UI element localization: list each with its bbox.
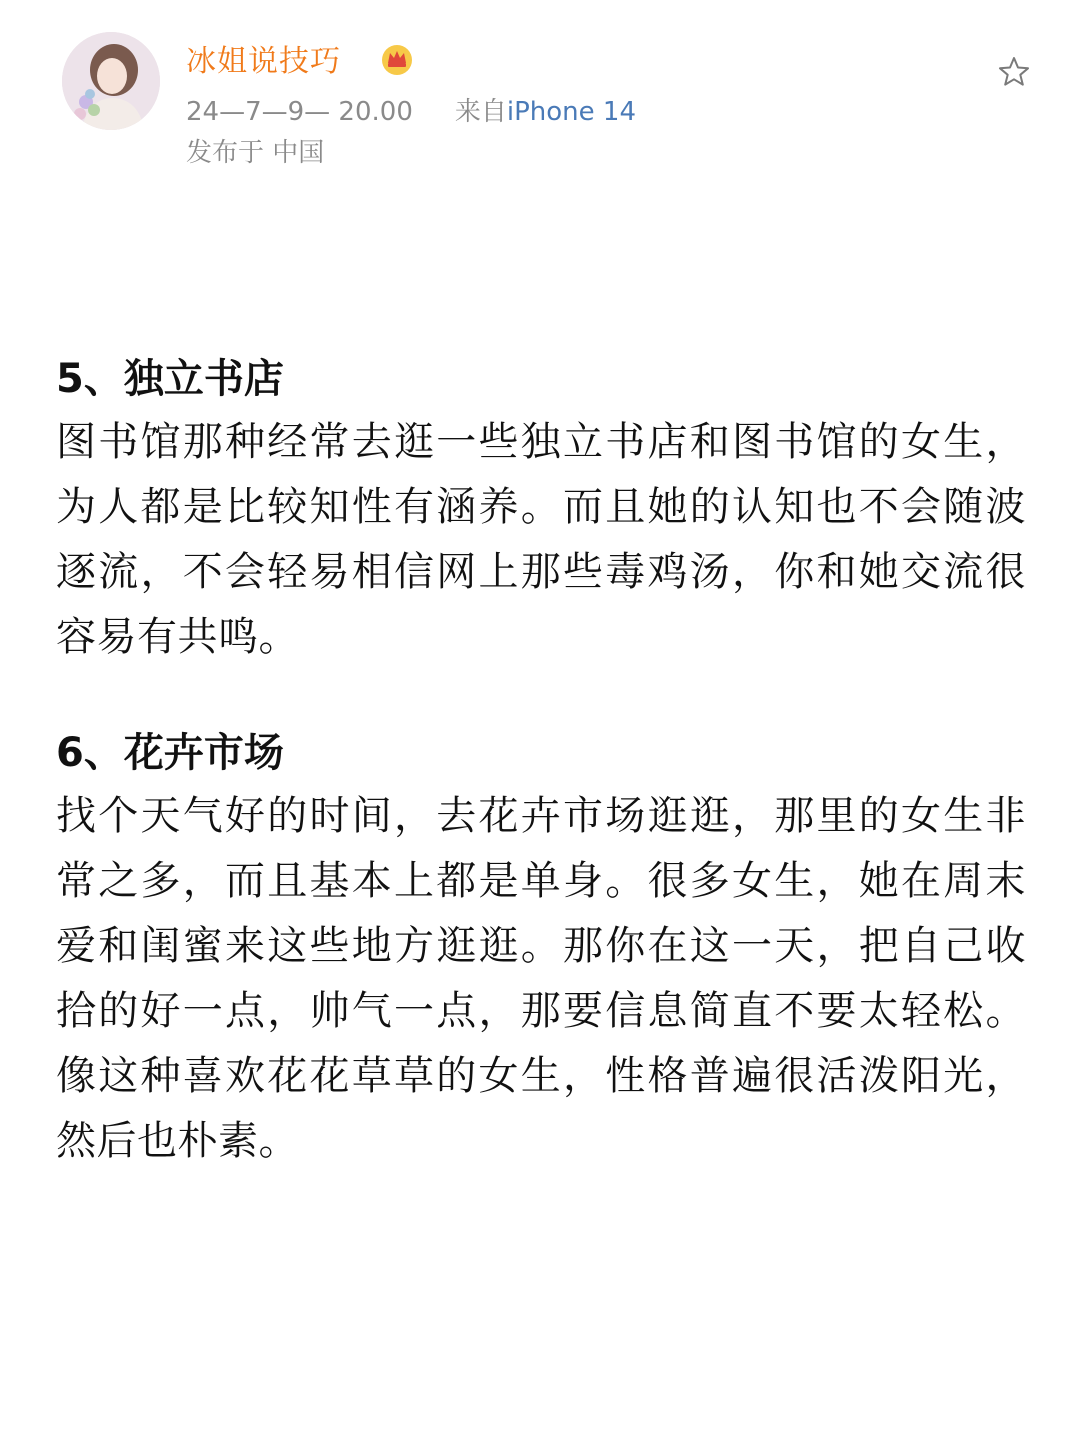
- article-content: [56, 348, 1026, 1226]
- author-name[interactable]: 冰姐说技巧: [186, 44, 341, 79]
- post-location: 发布于 中国: [186, 138, 325, 168]
- vip-crown-icon: [380, 42, 414, 76]
- source-prefix: 来自: [454, 97, 507, 127]
- post-header: [0, 0, 1080, 200]
- section-flower-market: [56, 722, 1026, 1174]
- avatar[interactable]: [62, 32, 160, 130]
- section-title: 6、花卉市场: [56, 730, 284, 776]
- section-independent-bookstore: [56, 348, 1026, 670]
- source-device[interactable]: iPhone 14: [506, 97, 637, 127]
- avatar-image: [62, 32, 160, 130]
- star-outline-icon[interactable]: [996, 54, 1032, 90]
- post-meta: [186, 94, 636, 130]
- section-title: 5、独立书店: [56, 356, 284, 402]
- section-body: 图书馆那种经常去逛一些独立书店和图书馆的女生，为人都是比较知性有涵养。而且她的认知也不会随波逐流，不会轻易相信网上那些毒鸡汤，你和她交流很容易有共鸣。: [56, 419, 1026, 660]
- post-date: 24—7—9— 20.00: [186, 97, 413, 127]
- section-body: 找个天气好的时间，去花卉市场逛逛，那里的女生非常之多，而且基本上都是单身。很多女生，她在周末爱和闺蜜来这些地方逛逛。那你在这一天，把自己收拾的好一点，帅气一点，那要信息简直不要太轻松。像这种喜欢花花草草的女生，性格普遍很活泼阳光，然后也朴素。: [56, 793, 1026, 1164]
